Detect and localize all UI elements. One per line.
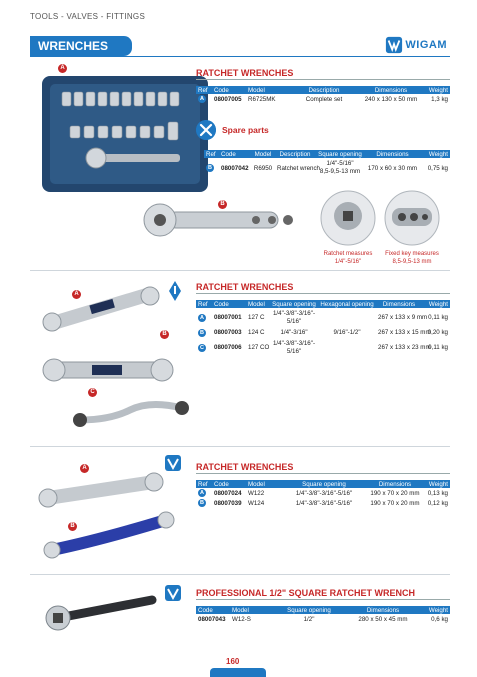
col-model: Model: [248, 300, 265, 308]
col-dimensions: Dimensions: [382, 300, 416, 308]
marker-b: B: [68, 522, 77, 531]
section-divider: [30, 446, 450, 447]
model-cell: W122: [248, 489, 265, 497]
marker-a: A: [58, 64, 67, 73]
col-square-opening: Square opening: [287, 606, 331, 614]
square-line-1: 1/4"-3/8"-3/16"-: [272, 309, 316, 317]
s1-table: [196, 86, 450, 104]
section-title-bar: [30, 36, 132, 56]
col-model: Model: [232, 606, 249, 614]
col-description: Description: [279, 150, 311, 158]
ref-badge: B: [198, 499, 206, 507]
s1-table-header: [196, 86, 450, 94]
col-code: Code: [214, 480, 229, 488]
col-dimensions: Dimensions: [376, 150, 409, 158]
wigam-badge-icon: [164, 454, 182, 472]
square-line-2: 5/16": [286, 347, 302, 355]
model-cell: R6950: [253, 164, 273, 172]
col-weight: Weight: [428, 480, 448, 488]
brand-logo: [385, 36, 447, 54]
ratchet-wrench-124c-image: [40, 350, 175, 390]
square-cell: 1/2": [303, 615, 315, 623]
s4-table: [196, 606, 450, 624]
spare-parts-title: Spare parts: [222, 125, 269, 135]
weight-cell: 0,6 kg: [431, 615, 448, 623]
dimensions-cell: 280 x 50 x 45 mm: [358, 615, 408, 623]
col-square-opening: Square opening: [318, 150, 362, 158]
col-weight: Weight: [428, 150, 448, 158]
col-ref: Ref: [198, 480, 208, 488]
dimensions-cell: 267 x 133 x 9 mm: [378, 314, 428, 321]
table-row: [196, 338, 450, 357]
dimensions-cell: 267 x 133 x 15 mm: [378, 329, 431, 336]
code-cell: 08007005: [214, 95, 242, 103]
square-line-2: 8,5-9,5-13 mm: [319, 168, 361, 175]
page-number-bar: [210, 668, 266, 677]
square-line-2: 5/16": [286, 317, 302, 325]
socket-set-case-image: [40, 74, 210, 194]
col-code: Code: [214, 86, 229, 94]
fixed-key-detail-image: [384, 190, 440, 246]
hex-cell: 9/16"-1/2": [333, 329, 361, 336]
ref-badge: A: [198, 95, 206, 103]
ref-badge: A: [198, 314, 206, 322]
col-code: Code: [214, 300, 229, 308]
table-row: [196, 327, 450, 338]
model-cell: 124 C: [248, 329, 265, 336]
model-cell: W12-S: [232, 615, 251, 623]
spare-table: [204, 150, 450, 178]
s3-table-header: [196, 480, 450, 488]
col-square-opening: Square opening: [302, 480, 346, 488]
col-dimensions: Dimensions: [378, 480, 412, 488]
dimensions-cell: 190 x 70 x 20 mm: [370, 489, 420, 497]
col-dimensions: Dimensions: [366, 606, 400, 614]
code-cell: 08007006: [214, 344, 242, 351]
caption-ratchet-line-2: 1/4"-5/16": [334, 259, 362, 265]
code-cell: 08007024: [214, 489, 242, 497]
ref-badge: B: [198, 329, 206, 337]
col-code: Code: [221, 150, 236, 158]
col-weight: Weight: [428, 300, 448, 308]
warning-diamond-icon: [168, 280, 182, 302]
wrench-cross-icon: [196, 120, 216, 140]
col-ref: Ref: [206, 150, 216, 158]
ratchet-wrench-127c-image: [40, 284, 170, 334]
col-hex-opening: Hexagonal opening: [320, 300, 374, 308]
col-description: Description: [308, 86, 340, 94]
s2-table-header: [196, 300, 450, 308]
square-cell: [270, 310, 318, 326]
square-cell: 1/4"-3/8"-3/16"-5/16": [295, 499, 353, 507]
weight-cell: 0,75 kg: [427, 164, 448, 172]
ratchet-detail-image: [320, 190, 376, 246]
caption-fixed-key-line-2: 8,5-9,5-13 mm: [392, 259, 432, 265]
caption-ratchet-line-1: Ratchet measures: [323, 251, 373, 257]
weight-cell: 0,11 kg: [428, 344, 448, 351]
s1-title: RATCHET WRENCHES: [196, 68, 294, 78]
weight-cell: 0,20 kg: [427, 329, 448, 336]
ratchet-wrench-127co-image: [70, 396, 195, 430]
dimensions-cell: 190 x 70 x 20 mm: [370, 499, 420, 507]
ratchet-wrench-w122-image: [36, 470, 166, 510]
dimensions-cell: 240 x 130 x 50 mm: [364, 95, 418, 103]
weight-cell: 1,3 kg: [431, 95, 448, 103]
model-cell: R6725MK: [248, 95, 276, 103]
s3-table: [196, 480, 450, 508]
col-model: Model: [254, 150, 272, 158]
ref-badge: A: [198, 489, 206, 497]
col-square-opening: Square opening: [272, 300, 316, 308]
s1-rule: [196, 79, 450, 80]
weight-cell: 0,13 kg: [427, 489, 448, 497]
square-cell: [270, 340, 318, 356]
col-dimensions: Dimensions: [374, 86, 408, 94]
square-cell: [315, 160, 365, 176]
ref-badge: C: [198, 344, 206, 352]
square-line-1: 1/4"-3/8"-3/16"-: [272, 339, 316, 347]
s2-table: [196, 300, 450, 357]
table-row: [196, 614, 450, 624]
col-weight: Weight: [428, 86, 448, 94]
marker-b: B: [218, 200, 227, 209]
col-code: Code: [198, 606, 213, 614]
col-model: Model: [248, 480, 265, 488]
code-cell: 08007003: [214, 329, 242, 336]
ratchet-wrench-image: [138, 200, 313, 240]
description-cell: Complete set: [305, 95, 343, 103]
section-divider: [30, 574, 450, 575]
caption-fixed-key: [380, 250, 444, 266]
brand-name: WIGAM: [405, 39, 447, 51]
wigam-badge-icon: [164, 584, 182, 602]
marker-b: B: [160, 330, 169, 339]
dimensions-cell: 170 x 60 x 30 mm: [367, 164, 418, 172]
model-cell: W124: [248, 499, 265, 507]
table-row: [196, 488, 450, 498]
s3-title: RATCHET WRENCHES: [196, 462, 294, 472]
section-title: WRENCHES: [38, 39, 109, 53]
description-cell: Ratchet wrench: [277, 164, 320, 172]
square-cell: 1/4"-3/8"-3/16"-5/16": [295, 489, 353, 497]
square-line-1: 1/4"-5/16": [326, 160, 354, 167]
marker-a: A: [72, 290, 81, 299]
s4-table-header: [196, 606, 450, 614]
section-divider: [30, 270, 450, 271]
col-weight: Weight: [428, 606, 448, 614]
weight-cell: 0,12 kg: [427, 499, 448, 507]
code-cell: 08007001: [214, 314, 242, 321]
model-cell: 127 CO: [248, 344, 270, 351]
page-number: 160: [226, 657, 240, 666]
s4-rule: [196, 599, 450, 600]
s2-rule: [196, 293, 450, 294]
weight-cell: 0,11 kg: [428, 314, 448, 321]
table-row: [196, 498, 450, 508]
caption-ratchet: [316, 250, 380, 266]
ratchet-wrench-w124-image: [40, 510, 180, 560]
breadcrumb: TOOLS - VALVES - FITTINGS: [30, 12, 146, 21]
code-cell: 08007039: [214, 499, 242, 507]
spare-table-header: [204, 150, 450, 158]
table-row: [196, 94, 450, 104]
col-ref: Ref: [198, 86, 208, 94]
s3-rule: [196, 473, 450, 474]
s2-title: RATCHET WRENCHES: [196, 282, 294, 292]
s4-title: PROFESSIONAL 1/2" SQUARE RATCHET WRENCH: [196, 588, 415, 598]
caption-fixed-key-line-1: Fixed key measures: [385, 251, 439, 257]
square-ratchet-wrench-image: [40, 588, 160, 633]
table-row: [196, 308, 450, 327]
marker-c: C: [88, 388, 97, 397]
col-model: Model: [248, 86, 265, 94]
table-row: [204, 158, 450, 178]
dimensions-cell: 267 x 133 x 23 mm: [378, 344, 431, 351]
model-cell: 127 C: [248, 314, 265, 321]
wigam-logo-icon: [385, 36, 403, 54]
marker-a: A: [80, 464, 89, 473]
code-cell: 08007043: [198, 615, 226, 623]
title-rule: [30, 56, 450, 57]
ref-badge: B: [206, 164, 214, 172]
col-ref: Ref: [198, 300, 208, 308]
code-cell: 08007042: [221, 164, 249, 172]
square-cell: 1/4"-3/16": [280, 329, 308, 336]
